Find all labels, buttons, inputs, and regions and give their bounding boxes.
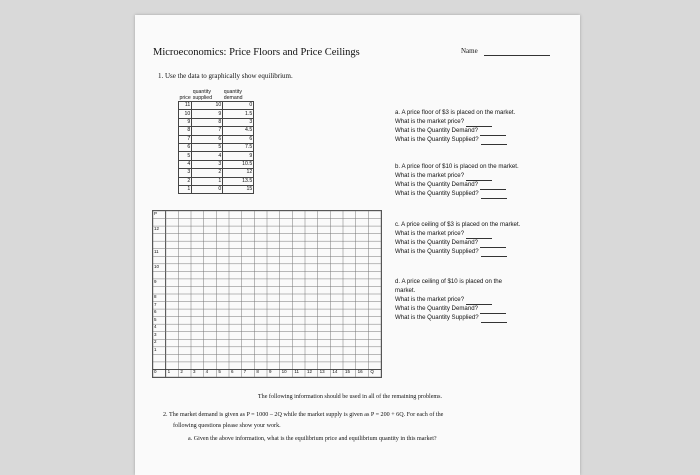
- supplied-cell: 10: [192, 102, 223, 110]
- price-cell: 4: [179, 160, 192, 168]
- x-axis-label: 13: [319, 369, 325, 375]
- y-axis-label: 3: [154, 331, 157, 337]
- answer-blank[interactable]: [481, 315, 507, 323]
- answer-blank[interactable]: [466, 119, 492, 127]
- table-row: [179, 102, 254, 110]
- graph-gridlines: [153, 211, 381, 377]
- equilibrium-graph-grid[interactable]: [152, 210, 382, 378]
- question-b-price: What is the market price?: [395, 171, 465, 179]
- supplied-cell: 8: [192, 118, 223, 126]
- supplied-cell: 9: [192, 110, 223, 118]
- demand-cell: 7.5: [223, 143, 254, 151]
- answer-blank[interactable]: [480, 182, 506, 190]
- x-axis-label: 10: [281, 369, 287, 375]
- x-axis-label: 1: [167, 369, 171, 375]
- x-axis-label: 5: [218, 369, 221, 375]
- x-axis-label: 16: [357, 369, 363, 375]
- question-1-prompt: 1. Use the data to graphically show equilibrium.: [158, 72, 293, 80]
- question-2a: a. Given the above information, what is the equilibrium price and equilibrium quantity in this market?: [188, 436, 437, 442]
- price-cell: 3: [179, 169, 192, 177]
- page-title: Microeconomics: Price Floors and Price Ceilings: [153, 47, 360, 58]
- supplied-cell: 1: [192, 177, 223, 185]
- x-axis-label: 3: [193, 369, 196, 375]
- price-cell: 2: [179, 177, 192, 185]
- price-cell: 7: [179, 135, 192, 143]
- question-c-prompt: c. A price ceiling of $3 is placed on the market.: [395, 221, 521, 228]
- answer-blank[interactable]: [466, 173, 492, 181]
- x-axis-label: 11: [294, 369, 299, 375]
- x-axis-label: 4: [205, 369, 209, 375]
- answer-blank[interactable]: [481, 249, 507, 257]
- question-d-demand: What is the Quantity Demand?: [395, 304, 478, 312]
- x-axis-label: 15: [345, 369, 351, 375]
- supplied-cell: 6: [192, 135, 223, 143]
- demand-cell: 4.5: [223, 127, 254, 135]
- y-axis-label: 11: [154, 248, 159, 254]
- name-line: [484, 55, 550, 56]
- answer-blank[interactable]: [466, 231, 492, 239]
- answer-blank[interactable]: [480, 306, 506, 314]
- demand-cell: 9: [223, 152, 254, 160]
- question-c: [395, 221, 520, 257]
- demand-cell: 10.5: [223, 160, 254, 168]
- question-b: [395, 163, 519, 199]
- supplied-cell: 0: [192, 185, 223, 193]
- question-b-prompt: b. A price floor of $10 is placed on the market.: [395, 163, 519, 170]
- supplied-header: quantity supplied: [192, 89, 213, 101]
- x-axis-label: 8: [256, 369, 259, 375]
- question-d-prompt-line-2: market.: [395, 286, 416, 294]
- question-a-demand: What is the Quantity Demand?: [395, 126, 478, 134]
- table-row: [179, 143, 254, 151]
- price-cell: 1: [179, 185, 192, 193]
- demand-cell: 13.5: [223, 177, 254, 185]
- price-cell: 9: [179, 118, 192, 126]
- question-c-supplied: What is the Quantity Supplied?: [395, 247, 479, 255]
- question-a-supplied: What is the Quantity Supplied?: [395, 135, 479, 143]
- demand-cell: 6: [223, 135, 254, 143]
- demand-cell: 15: [223, 185, 254, 193]
- price-cell: 5: [179, 152, 192, 160]
- table-row: [179, 152, 254, 160]
- answer-blank[interactable]: [481, 191, 507, 199]
- y-axis-label: P: [154, 211, 158, 216]
- question-a-price: What is the market price?: [395, 117, 465, 125]
- y-axis-label: 5: [154, 316, 157, 322]
- table-row: [179, 185, 254, 193]
- answer-blank[interactable]: [466, 297, 492, 305]
- demand-header: quantity demand: [223, 89, 243, 101]
- supplied-cell: 4: [192, 152, 223, 160]
- y-axis-label: 2: [154, 339, 157, 345]
- demand-cell: 12: [223, 169, 254, 177]
- price-cell: 11: [179, 102, 192, 110]
- x-axis-label: 12: [307, 369, 313, 375]
- question-d-prompt-line-1: d. A price ceiling of $10 is placed on the: [395, 278, 503, 285]
- question-a-prompt: a. A price floor of $3 is placed on the market.: [395, 109, 516, 116]
- x-axis-label: 7: [243, 369, 247, 375]
- demand-cell: 3: [223, 118, 254, 126]
- answer-blank[interactable]: [480, 240, 506, 248]
- supplied-cell: 3: [192, 160, 223, 168]
- question-c-price: What is the market price?: [395, 229, 465, 237]
- y-axis-label: 8: [154, 294, 157, 299]
- question-b-supplied: What is the Quantity Supplied?: [395, 189, 479, 197]
- question-b-demand: What is the Quantity Demand?: [395, 180, 478, 188]
- table-row: [179, 135, 254, 143]
- table-row: [179, 110, 254, 118]
- x-axis-label: 6: [231, 369, 234, 375]
- question-2-line-2: following questions please show your work.: [173, 423, 281, 429]
- price-cell: 8: [179, 127, 192, 135]
- price-header: price: [179, 94, 191, 101]
- y-axis-label: 6: [154, 309, 157, 315]
- table-row: [179, 118, 254, 126]
- y-axis-label: 0: [154, 369, 157, 375]
- answer-blank[interactable]: [480, 128, 506, 136]
- supplied-cell: 5: [192, 143, 223, 151]
- supplied-cell: 2: [192, 169, 223, 177]
- supply-demand-table: [178, 90, 254, 194]
- table-row: [179, 177, 254, 185]
- demand-cell: 1.5: [223, 110, 254, 118]
- y-axis-label: 12: [154, 226, 160, 232]
- price-cell: 10: [179, 110, 192, 118]
- instructions-note: The following information should be used in all of the remaining problems.: [257, 394, 443, 400]
- y-axis-label: 4: [154, 324, 157, 330]
- y-axis-label: 9: [154, 278, 157, 284]
- question-d: [395, 278, 507, 323]
- question-2-line-1: 2. The market demand is given as P = 1000 – 2Q while the market supply is given as P = 200 + 6Q. For each of the: [163, 412, 444, 418]
- question-d-supplied: What is the Quantity Supplied?: [395, 313, 479, 321]
- x-axis-label: 14: [332, 369, 338, 375]
- price-cell: 6: [179, 143, 192, 151]
- y-axis-label: 7: [154, 301, 157, 307]
- supplied-cell: 7: [192, 127, 223, 135]
- table-row: [179, 169, 254, 177]
- x-axis-label: Q: [370, 369, 374, 375]
- y-axis-label: 1: [154, 346, 157, 352]
- x-axis-label: 2: [180, 369, 183, 375]
- demand-cell: 0: [223, 102, 254, 110]
- question-d-price: What is the market price?: [395, 295, 465, 303]
- question-c-demand: What is the Quantity Demand?: [395, 238, 478, 246]
- y-axis-label: 10: [154, 263, 160, 269]
- table-row: [179, 160, 254, 168]
- table-row: [179, 127, 254, 135]
- question-a: [395, 109, 515, 145]
- x-axis-label: 9: [269, 369, 272, 375]
- name-label: Name: [461, 47, 478, 55]
- answer-blank[interactable]: [481, 137, 507, 145]
